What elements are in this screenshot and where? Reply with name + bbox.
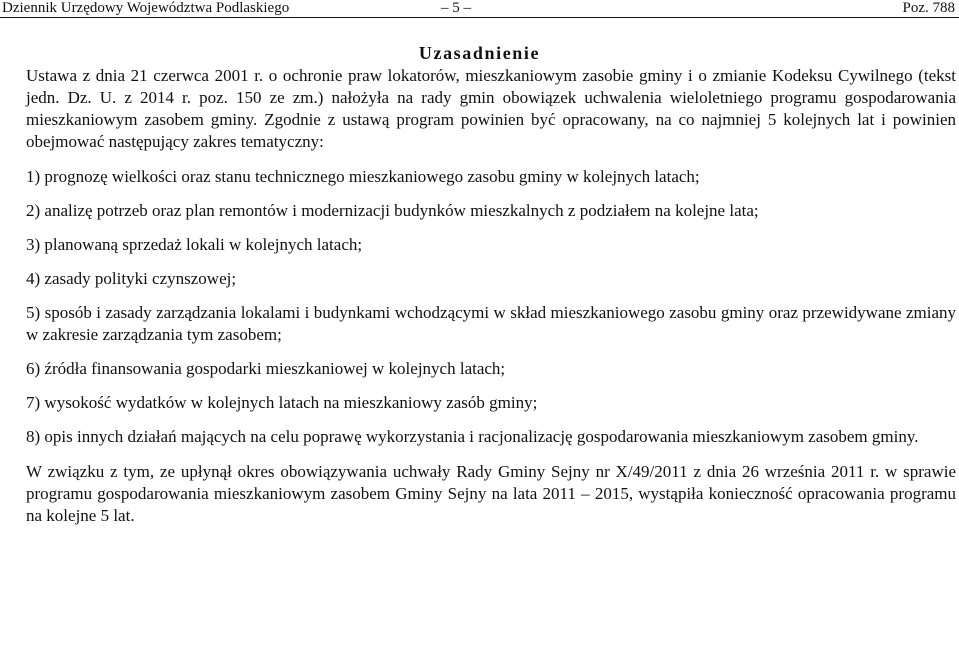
document-body (26, 65, 956, 527)
list-item-7: 7) wysokość wydatków w kolejnych latach na mieszkaniowy zasób gminy; (26, 393, 538, 412)
intro-paragraph: Ustawa z dnia 21 czerwca 2001 r. o ochronie praw lokatorów, mieszkaniowym zasobie gminy i o zmianie Kodeksu Cywilnego (tekst jedn. Dz. U. z 2014 r. poz. 150 ze zm.) nałożyła na rady gmin obowiązek uchwalenia wieloletniego programu gospodarowania mieszkaniowym zasobem gminy. Zgodnie z ustawą program powinien być opracowany, na co najmniej 5 kolejnych lat i powinien obejmować następujący zakres tematyczny: (26, 66, 956, 151)
list-item-6: 6) źródła finansowania gospodarki mieszkaniowej w kolejnych latach; (26, 359, 506, 378)
list-item-1: 1) prognozę wielkości oraz stanu technicznego mieszkaniowego zasobu gminy w kolejnych latach; (26, 167, 700, 186)
journal-name: Dziennik Urzędowy Województwa Podlaskiego (2, 0, 290, 16)
page-header (0, 0, 959, 18)
list-item-4: 4) zasady polityki czynszowej; (26, 269, 237, 288)
section-title: Uzasadnienie (418, 43, 541, 63)
list-item-8: 8) opis innych działań mających na celu poprawę wykorzystania i racjonalizację gospodarowania mieszkaniowym zasobem gminy. (26, 427, 919, 446)
list-item-3: 3) planowaną sprzedaż lokali w kolejnych latach; (26, 235, 363, 254)
closing-paragraph: W związku z tym, ze upłynął okres obowiązywania uchwały Rady Gminy Sejny nr X/49/2011 z dnia 26 września 2011 r. w sprawie programu gospodarowania mieszkaniowym zasobem Gminy Sejny na lata 2011 – 2015, wystąpiła konieczność opracowania programu na kolejne 5 lat. (26, 462, 956, 525)
list-item-2: 2) analizę potrzeb oraz plan remontów i modernizacji budynków mieszkalnych z podziałem na kolejne lata; (26, 201, 759, 220)
page-number: – 5 – (441, 0, 471, 16)
header-divider (0, 17, 959, 18)
position-number: Poz. 788 (902, 0, 955, 16)
list-item-5: 5) sposób i zasady zarządzania lokalami i budynkami wchodzącymi w skład mieszkaniowego zasobu gminy oraz przewidywane zmiany w zakresie zarządzania tym zasobem; (26, 303, 956, 344)
